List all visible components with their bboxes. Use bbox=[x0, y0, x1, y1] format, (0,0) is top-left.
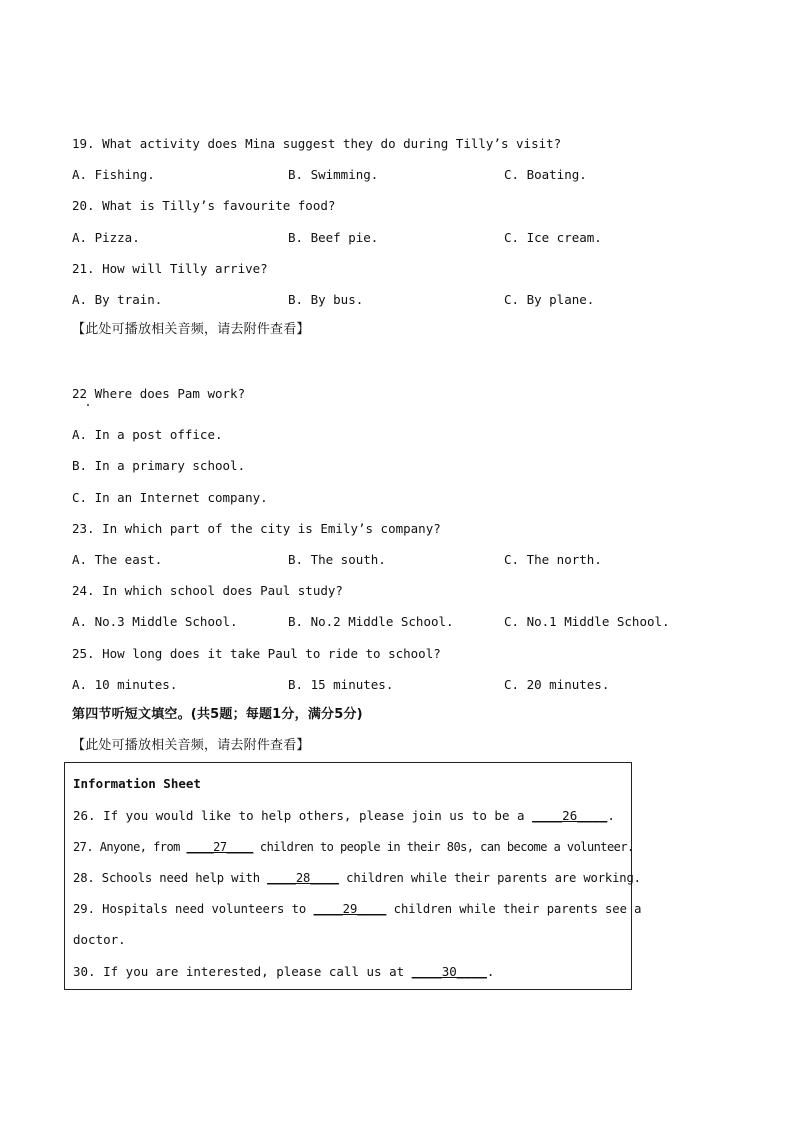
option-a: A. By train. bbox=[72, 292, 163, 307]
blank-27: ____27____ bbox=[186, 840, 254, 854]
question-19-options bbox=[72, 165, 722, 185]
sheet-line-28 bbox=[73, 868, 641, 888]
sheet-title: Information Sheet bbox=[73, 776, 201, 791]
blank-30: ____30____ bbox=[411, 964, 487, 979]
question-23-options bbox=[72, 550, 722, 570]
option-c: C. No.1 Middle School. bbox=[504, 614, 670, 629]
option-c: C. Ice cream. bbox=[504, 230, 602, 245]
line-text: 29. Hospitals need volunteers to bbox=[73, 902, 314, 916]
question-21-options bbox=[72, 290, 722, 310]
blank-26: ____26____ bbox=[532, 808, 608, 823]
question-24-options bbox=[72, 612, 722, 632]
option-c: C. The north. bbox=[504, 552, 602, 567]
question-19-stem: 19. What activity does Mina suggest they do during Tilly’s visit? bbox=[72, 136, 562, 151]
question-25-stem: 25. How long does it take Paul to ride to school? bbox=[72, 646, 441, 661]
option-c: C. Boating. bbox=[504, 167, 587, 182]
option-c: C. 20 minutes. bbox=[504, 677, 610, 692]
question-23-stem: 23. In which part of the city is Emily’s company? bbox=[72, 521, 441, 536]
question-25-options bbox=[72, 675, 722, 695]
option-b: B. Swimming. bbox=[288, 167, 379, 182]
question-22-option-a: A. In a post office. bbox=[72, 427, 223, 442]
section-4-heading: 第四节听短文填空。(共5题；每题1分，满分5分) bbox=[72, 707, 363, 722]
audio-note-1: 【此处可播放相关音频，请去附件查看】 bbox=[72, 322, 310, 337]
question-22-option-b: B. In a primary school. bbox=[72, 458, 246, 473]
audio-note-2: 【此处可播放相关音频，请去附件查看】 bbox=[72, 738, 310, 753]
question-21-stem: 21. How will Tilly arrive? bbox=[72, 261, 268, 276]
stray-mark bbox=[87, 404, 89, 406]
blank-28: ____28____ bbox=[267, 871, 339, 885]
option-b: B. 15 minutes. bbox=[288, 677, 394, 692]
sheet-line-29-continued: doctor. bbox=[73, 932, 126, 947]
blank-29: ____29____ bbox=[313, 902, 387, 916]
line-text-end: children while their parents see a bbox=[386, 902, 642, 916]
line-text-end: . bbox=[486, 964, 495, 979]
question-22-stem: 22 Where does Pam work? bbox=[72, 386, 246, 401]
line-text: 26. If you would like to help others, please join us to be a bbox=[73, 808, 533, 823]
question-20-stem: 20. What is Tilly’s favourite food? bbox=[72, 198, 336, 213]
option-b: B. Beef pie. bbox=[288, 230, 379, 245]
option-a: A. Pizza. bbox=[72, 230, 140, 245]
question-22-option-c: C. In an Internet company. bbox=[72, 490, 268, 505]
question-20-options bbox=[72, 228, 722, 248]
information-sheet-box bbox=[64, 762, 642, 990]
option-c: C. By plane. bbox=[504, 292, 595, 307]
option-a: A. Fishing. bbox=[72, 167, 155, 182]
line-text: 27. Anyone, from bbox=[73, 840, 187, 854]
line-text: 28. Schools need help with bbox=[73, 871, 268, 885]
option-a: A. The east. bbox=[72, 552, 163, 567]
line-text-end: . bbox=[607, 808, 615, 823]
option-b: B. The south. bbox=[288, 552, 386, 567]
sheet-line-27 bbox=[73, 837, 634, 857]
line-text: 30. If you are interested, please call us at bbox=[73, 964, 412, 979]
sheet-line-30 bbox=[73, 962, 494, 982]
option-b: B. No.2 Middle School. bbox=[288, 614, 454, 629]
sheet-line-26 bbox=[73, 806, 615, 826]
question-24-stem: 24. In which school does Paul study? bbox=[72, 583, 343, 598]
line-text-end: children to people in their 80s, can become a volunteer. bbox=[253, 840, 634, 854]
option-a: A. 10 minutes. bbox=[72, 677, 178, 692]
line-text-end: children while their parents are working. bbox=[338, 871, 641, 885]
option-b: B. By bus. bbox=[288, 292, 364, 307]
sheet-line-29 bbox=[73, 899, 641, 919]
option-a: A. No.3 Middle School. bbox=[72, 614, 238, 629]
